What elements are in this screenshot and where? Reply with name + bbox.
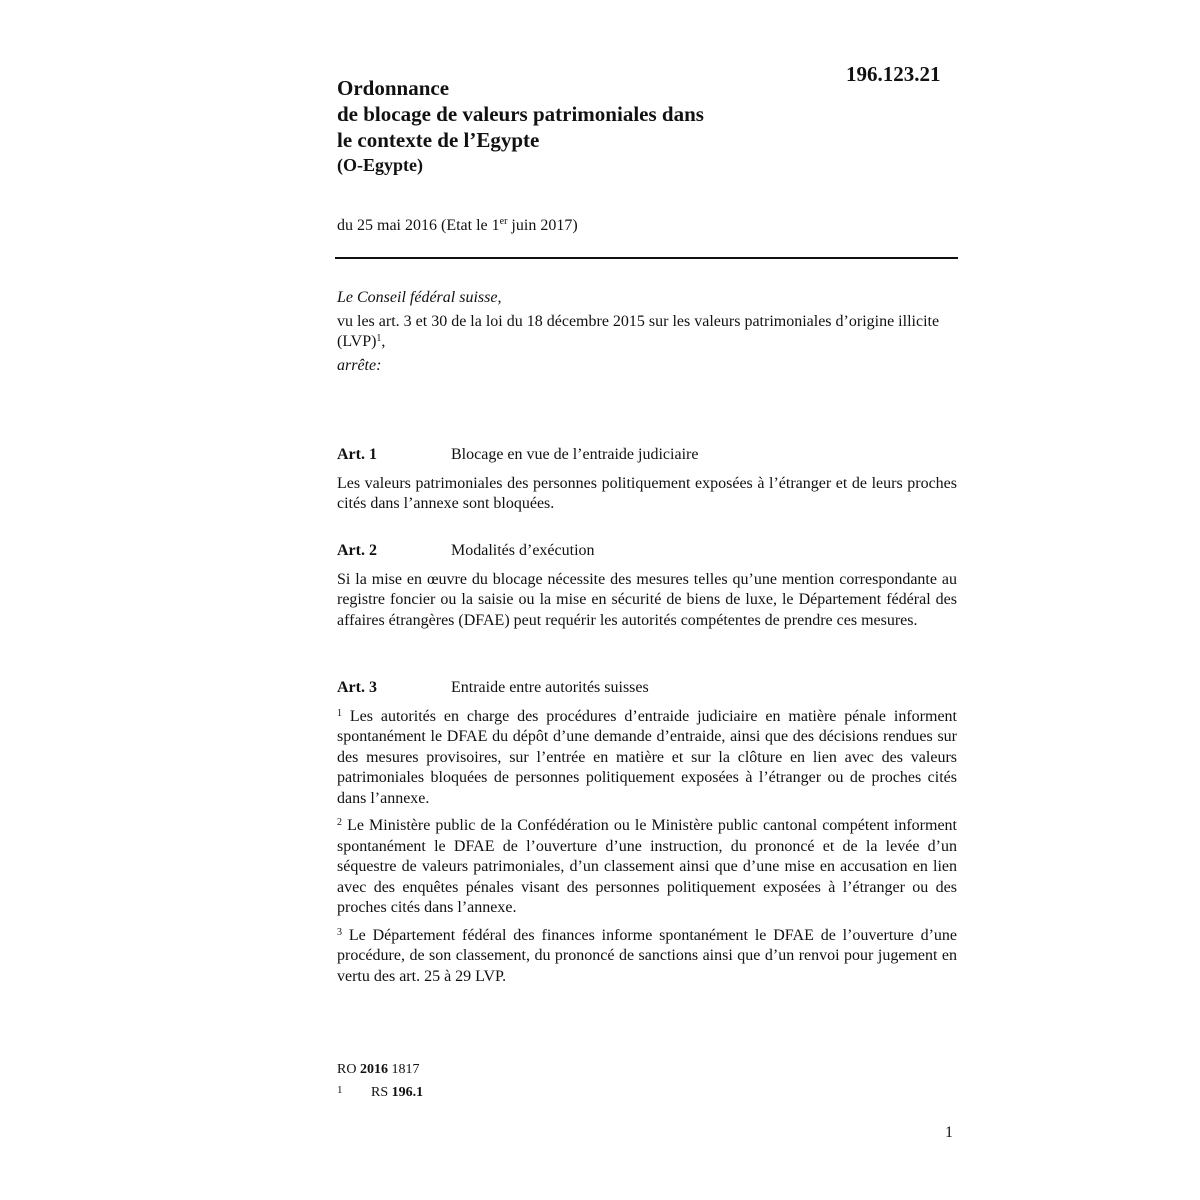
article-paragraph (337, 926, 957, 988)
article-3 (337, 678, 957, 994)
footnote-prefix: RS (371, 1085, 392, 1100)
preamble-council: Le Conseil fédéral suisse, (337, 289, 502, 306)
article-number: Art. 2 (337, 542, 377, 559)
article-paragraph: Les valeurs patrimoniales des personnes politiquement exposées à l’étranger et de leurs proches cités dans l’annexe sont bloquées. (337, 474, 957, 512)
paragraph-number: 3 (337, 926, 342, 938)
footnote-number: 1 (337, 1084, 343, 1096)
paragraph-number: 1 (337, 707, 342, 719)
ro-page: 1817 (387, 1062, 420, 1077)
footnote-ref[interactable]: 1 (376, 333, 382, 344)
sr-number: 196.123.21 (846, 62, 941, 86)
preamble-basis-tail: , (381, 333, 386, 350)
article-title: Blocage en vue de l’entraide judiciaire (451, 446, 699, 463)
article-2 (337, 541, 957, 638)
footnotes (337, 1059, 423, 1103)
article-paragraph: Si la mise en œuvre du blocage nécessite des mesures telles qu’une mention correspondante au registre foncier ou la saisie ou la mise en sécurité de biens de luxe, le Département fédéral des affaires étrangères (DFAE) peut requérir les autorités compétentes de prendre ces mesures. (337, 570, 957, 629)
title-line: de blocage de valeurs patrimoniales dans (337, 102, 704, 126)
page-number: 1 (945, 1124, 953, 1141)
title-line: le contexte de l’Egypte (337, 128, 540, 152)
preamble (337, 288, 957, 380)
article-1 (337, 445, 957, 522)
ro-reference (337, 1059, 423, 1080)
title-line: Ordonnance (337, 76, 450, 100)
article-paragraph (337, 816, 957, 919)
article-number: Art. 1 (337, 446, 377, 463)
paragraph-text: Les autorités en charge des procédures d’entraide judiciaire en matière pénale informent spontanément le DFAE du dépôt d’une demande d’entraide, ainsi que des décisions rendues sur des mesures provisoires, sur l’entrée en matière et sur la clôture en lien avec des valeurs patrimoniales bloquées de personnes politiquement exposées à l’étranger ou de proches cités dans l’annexe. (337, 707, 957, 807)
ro-year: 2016 (359, 1062, 388, 1077)
paragraph-text: Le Ministère public de la Confédération ou le Ministère public cantonal compétent informent spontanément le DFAE de l’ouverture d’une instruction, du prononcé et de la levée d’un séquestre de valeurs patrimoniales, d’un classement ainsi que d’une mise en accusation en lien avec des enquêtes pénales visant des personnes politiquement exposées à l’étranger ou des proches cités dans l’annexe. (337, 817, 958, 916)
ro-prefix: RO (337, 1062, 360, 1077)
preamble-decree: arrête: (337, 357, 382, 374)
paragraph-text: Le Département fédéral des finances informe spontanément le DFAE de l’ouverture d’une procédure, de son classement, du prononcé de sanctions ainsi que d’un renvoi pour jugement en vertu des art. 25 à 29 LVP. (337, 926, 958, 985)
date-prefix: du 25 mai 2016 (Etat le 1 (337, 217, 500, 234)
preamble-basis-text: vu les art. 3 et 30 de la loi du 18 décembre 2015 sur les valeurs patrimoniales d’origine illicite (LVP) (337, 313, 940, 350)
date-superscript: er (499, 216, 508, 227)
article-heading (337, 541, 957, 562)
article-number: Art. 3 (337, 679, 377, 696)
article-heading (337, 678, 957, 699)
document-title (337, 75, 807, 153)
article-heading (337, 445, 957, 466)
document-abbreviation: (O-Egypte) (337, 155, 423, 175)
date-suffix: juin 2017) (507, 217, 578, 234)
article-paragraph (337, 707, 957, 810)
preamble-basis (337, 312, 957, 352)
article-title: Entraide entre autorités suisses (451, 679, 649, 696)
footnote-1 (337, 1080, 423, 1103)
document-date (337, 217, 578, 235)
footnote-ref-link[interactable]: 196.1 (391, 1085, 424, 1100)
article-title: Modalités d’exécution (451, 542, 595, 559)
header-divider (335, 257, 958, 259)
paragraph-number: 2 (337, 817, 342, 828)
